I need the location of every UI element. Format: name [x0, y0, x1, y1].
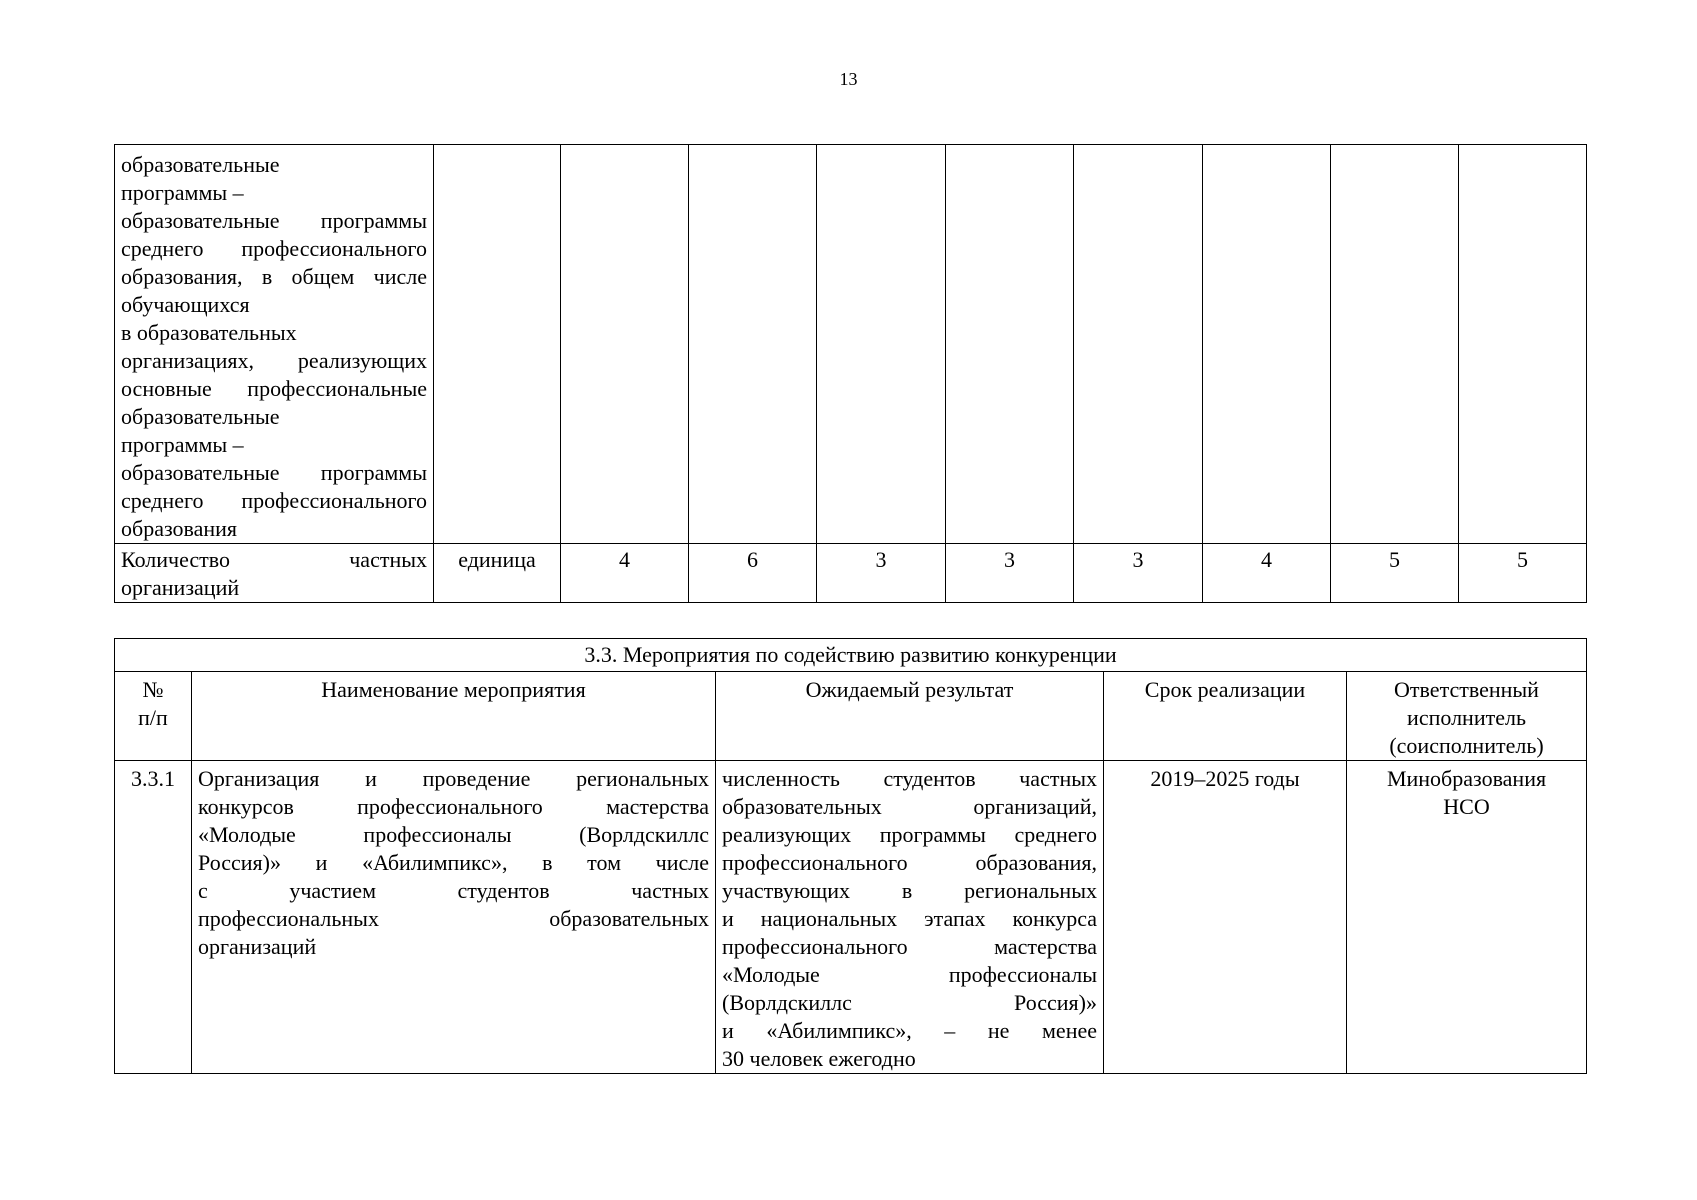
header-result: Ожидаемый результат	[716, 672, 1104, 761]
header-row	[115, 672, 1587, 761]
value-cell: 3	[946, 544, 1074, 603]
value-cell: 4	[561, 544, 689, 603]
value-cell: 3	[817, 544, 946, 603]
empty-cell	[1203, 145, 1331, 544]
measure-name: Организация и проведение региональных конкурсов профессионального мастерства «Молодые профессионалы (Ворлдскиллс Россия)» и «Абилимпикс», в том числе с участием студентов частных профессиональных образовательных организаций	[192, 761, 716, 1074]
indicator-label: Количество частных организаций	[115, 544, 434, 603]
empty-cell	[561, 145, 689, 544]
empty-cell	[817, 145, 946, 544]
empty-cell	[1074, 145, 1203, 544]
section-row	[115, 639, 1587, 672]
table-row	[115, 761, 1587, 1074]
measures-table	[114, 638, 1587, 1074]
row-num: 3.3.1	[115, 761, 192, 1074]
value-cell: 5	[1331, 544, 1459, 603]
responsible-executor: Минобразования НСО	[1347, 761, 1587, 1074]
page-number: 13	[839, 69, 858, 89]
value-cell: 5	[1459, 544, 1587, 603]
empty-cell	[946, 145, 1074, 544]
value-cell: 6	[689, 544, 817, 603]
empty-cell	[1331, 145, 1459, 544]
header-period: Срок реализации	[1104, 672, 1347, 761]
unit-cell: единица	[434, 544, 561, 603]
header-name: Наименование мероприятия	[192, 672, 716, 761]
expected-result: численность студентов частных образовательных организаций, реализующих программы среднего профессионального образования, участвующих в региональных и национальных этапах конкурса профессионального мастерства «Молодые профессионалы (Ворлдскиллс Россия)» и «Абилимпикс», – не менее 30 человек ежегодно	[716, 761, 1104, 1074]
implementation-period: 2019–2025 годы	[1104, 761, 1347, 1074]
value-cell: 4	[1203, 544, 1331, 603]
header-num: № п/п	[115, 672, 192, 761]
indicator-label: образовательные программы – образовательные программы среднего профессионального образования, в общем числе обучающихся в образовательных организациях, реализующих основные профессиональные образовательные программы – образовательные программы среднего профессионального образования	[115, 145, 434, 544]
empty-cell	[1459, 145, 1587, 544]
header-responsible: Ответственный исполнитель (соисполнитель)	[1347, 672, 1587, 761]
section-title: 3.3. Мероприятия по содействию развитию конкуренции	[115, 639, 1587, 672]
indicators-table	[114, 144, 1587, 603]
value-cell: 3	[1074, 544, 1203, 603]
empty-cell	[689, 145, 817, 544]
table-row	[115, 145, 1587, 544]
empty-cell	[434, 145, 561, 544]
table-row	[115, 544, 1587, 603]
